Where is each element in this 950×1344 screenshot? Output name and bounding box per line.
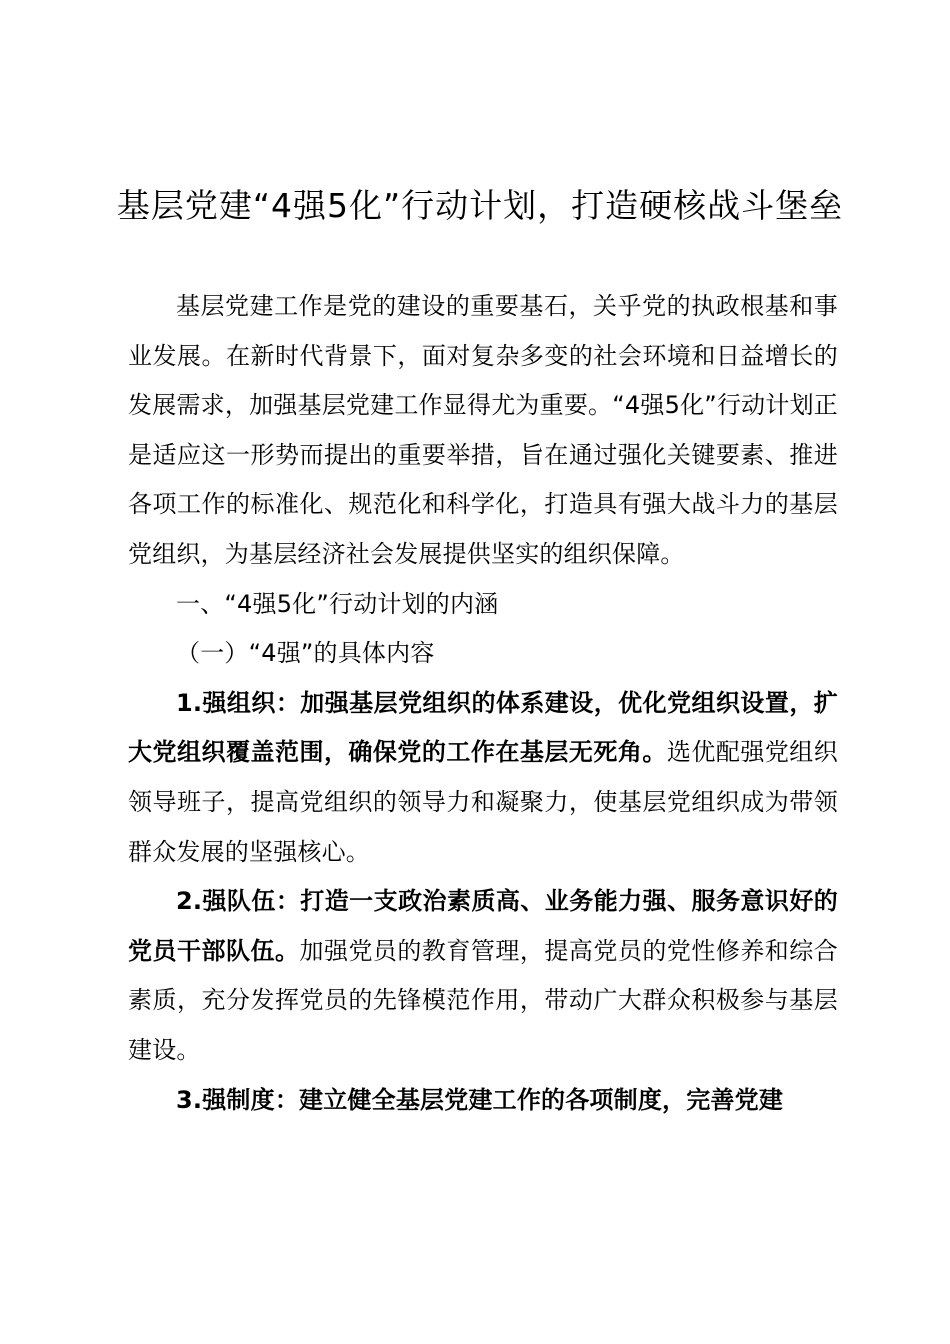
subsection-heading: （一）“4强”的具体内容 bbox=[176, 639, 435, 668]
item-paragraph-1 bbox=[128, 679, 838, 877]
document-body bbox=[128, 282, 838, 1125]
item-lead-2: 2.强队伍：打造一支政治素质高、业务能力强、服务意识好的党员干部队伍。 bbox=[128, 887, 838, 965]
item-text-1: 选优配强党组织领导班子，提高党组织的领导力和凝聚力，使基层党组织成为带领群众发展的坚强核心。 bbox=[128, 738, 838, 866]
section-heading: 一、“4强5化”行动计划的内涵 bbox=[176, 589, 499, 618]
item-lead-3: 3.强制度：建立健全基层党建工作的各项制度，完善党建 bbox=[176, 1085, 784, 1114]
document-title: 基层党建“4强5化”行动计划，打造硬核战斗堡垒 bbox=[116, 186, 844, 225]
intro-paragraph: 基层党建工作是党的建设的重要基石，关乎党的执政根基和事业发展。在新时代背景下，面对复杂多变的社会环境和日益增长的发展需求，加强基层党建工作显得尤为重要。“4强5化”行动计划正是适应这一形势而提出的重要举措，旨在通过强化关键要素、推进各项工作的标准化、规范化和科学化，打造具有强大战斗力的基层党组织，为基层经济社会发展提供坚实的组织保障。 bbox=[128, 292, 838, 568]
item-paragraph-3 bbox=[128, 1076, 838, 1126]
item-paragraph-2 bbox=[128, 877, 838, 1075]
item-lead-1: 1.强组织：加强基层党组织的体系建设，优化党组织设置，扩大党组织覆盖范围，确保党的工作在基层无死角。 bbox=[128, 688, 838, 767]
item-text-2: 加强党员的教育管理，提高党员的党性修养和综合素质，充分发挥党员的先锋模范作用，带动广大群众积极参与基层建设。 bbox=[128, 936, 838, 1064]
